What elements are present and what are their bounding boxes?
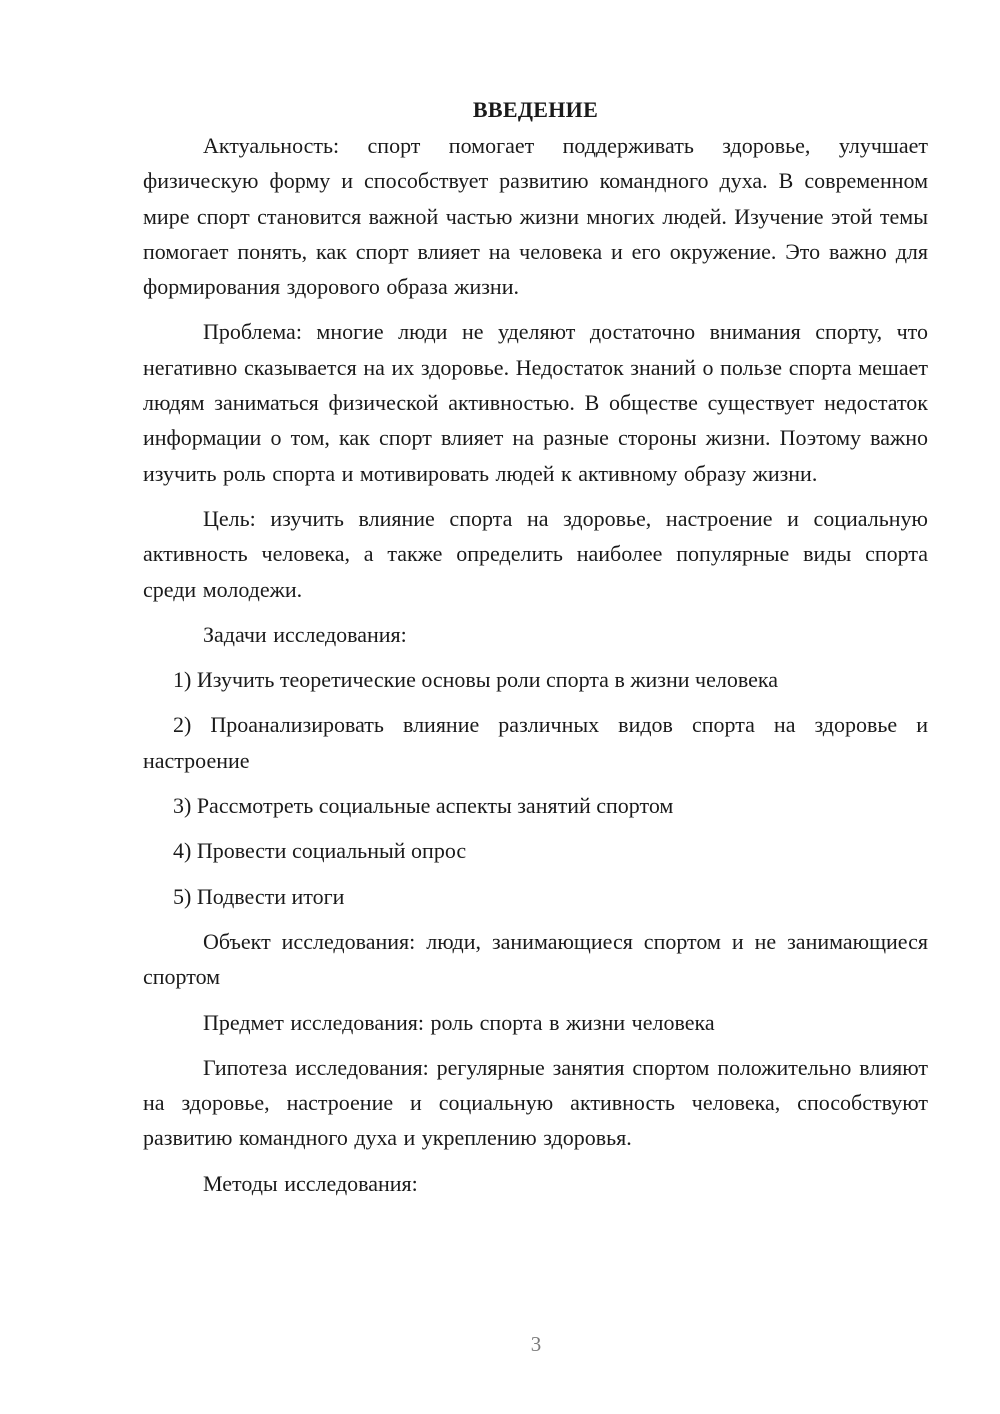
paragraph-goal: Цель: изучить влияние спорта на здоровье, настроение и социальную активность человека, а также определить наиболее популярные виды спорта среди молодежи. [143,505,928,602]
paragraph-methods: Методы исследования: [203,1170,418,1196]
section-title: ВВЕДЕНИЕ [472,97,599,122]
task-item: 3) Рассмотреть социальные аспекты занятий спортом [173,793,674,819]
task-item: 4) Провести социальный опрос [173,838,467,864]
task-item: 5) Подвести итоги [173,883,345,909]
paragraph-relevance: Актуальность: спорт помогает поддерживать здоровье, улучшает физическую форму и способствует развитию командного духа. В современном мире спорт становится важной частью жизни многих людей. Изучение этой темы помогает понять, как спорт влияет на человека и его окружение. Это важно для формирования здорового образа жизни. [143,133,928,300]
page-number: 3 [530,1332,542,1356]
paragraph-tasks-heading: Задачи исследования: [203,621,407,647]
task-item: 1) Изучить теоретические основы роли спорта в жизни человека [173,667,778,693]
paragraph-object: Объект исследования: люди, занимающиеся спортом и не занимающиеся спортом [143,928,928,990]
paragraph-subject: Предмет исследования: роль спорта в жизни человека [203,1009,715,1035]
paragraph-problem: Проблема: многие люди не уделяют достаточно внимания спорту, что негативно сказывается на их здоровье. Недостаток знаний о пользе спорта мешает людям заниматься физической активностью. В обществе существует недостаток информации о том, как спорт влияет на разные стороны жизни. Поэтому важно изучить роль спорта и мотивировать людей к активному образу жизни. [143,319,928,486]
document-page [143,92,928,1211]
paragraph-hypothesis: Гипотеза исследования: регулярные занятия спортом положительно влияют на здоровье, настроение и социальную активность человека, способствуют развитию командного духа и укреплению здоровья. [143,1054,928,1151]
task-item: 2) Проанализировать влияние различных видов спорта на здоровье и настроение [143,712,928,773]
